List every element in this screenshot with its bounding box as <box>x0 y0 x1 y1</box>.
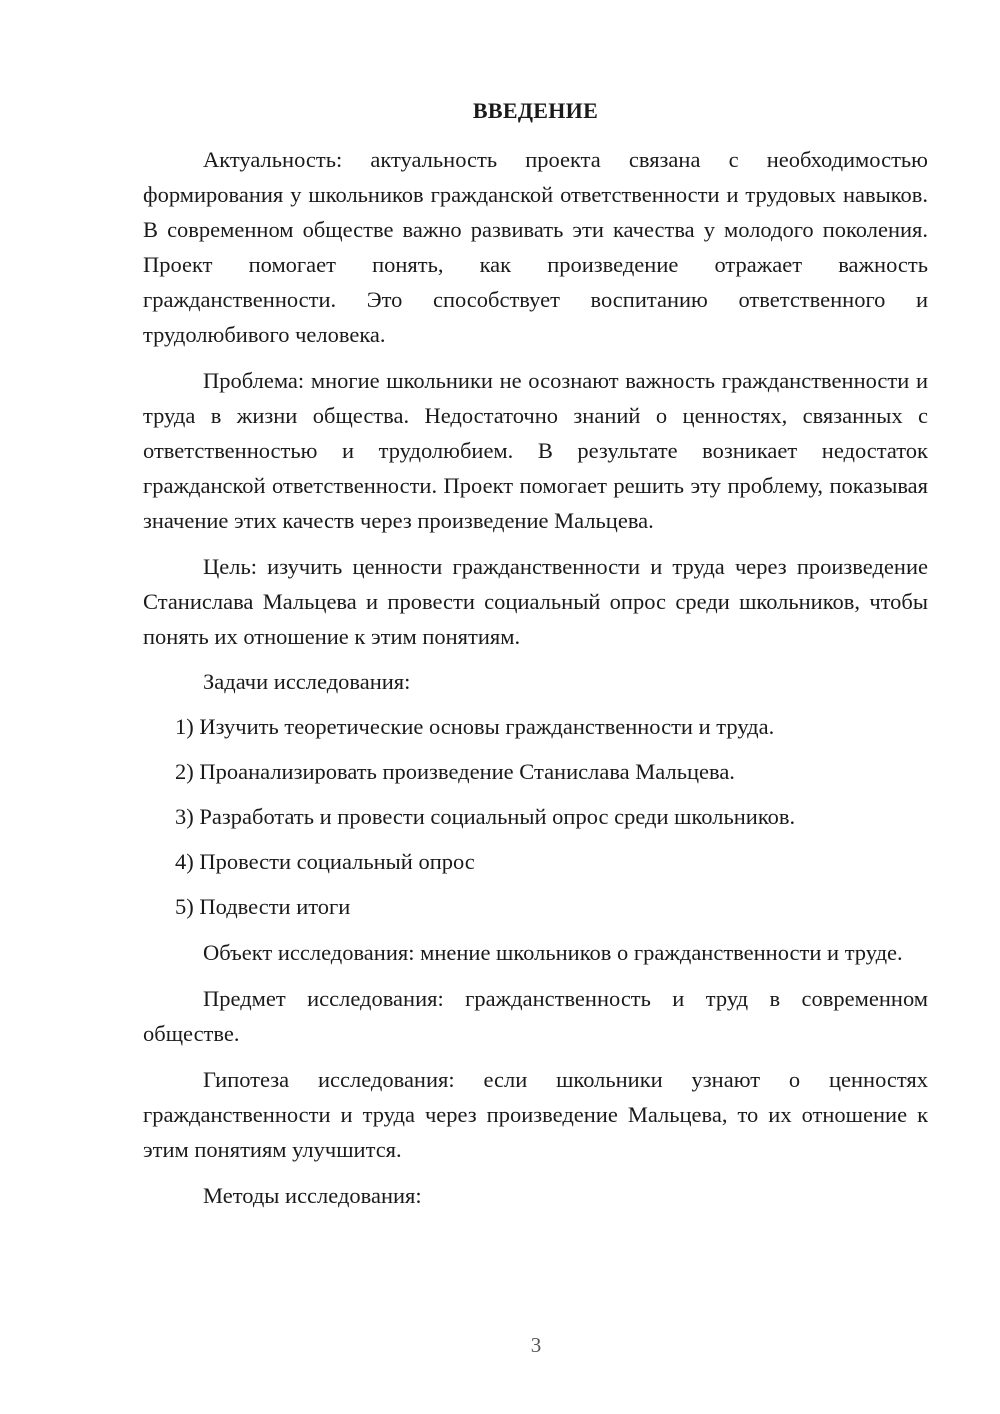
paragraph-relevance: Актуальность: актуальность проекта связана с необходимостью формирования у школьников гражданской ответственности и трудовых навыков. В современном обществе важно развивать эти качества у молодого поколения. Проект помогает понять, как произведение отражает важность гражданственности. Это способствует воспитанию ответственного и трудолюбивого человека. <box>143 147 928 347</box>
page-title: ВВЕДЕНИЕ <box>472 98 599 123</box>
task-item-4: 4) Провести социальный опрос <box>175 849 475 874</box>
task-item-5: 5) Подвести итоги <box>175 894 351 919</box>
paragraph-problem: Проблема: многие школьники не осознают важность гражданственности и труда в жизни общества. Недостаточно знаний о ценностях, связанных с ответственностью и трудолюбием. В результате возникает недостаток гражданской ответственности. Проект помогает решить эту проблему, показывая значение этих качеств через произведение Мальцева. <box>143 368 928 533</box>
page-number: 3 <box>530 1333 542 1357</box>
paragraph-tasks-heading: Задачи исследования: <box>203 669 411 694</box>
paragraph-hypothesis: Гипотеза исследования: если школьники узнают о ценностях гражданственности и труда через произведение Мальцева, то их отношение к этим понятиям улучшится. <box>143 1067 928 1162</box>
task-item-3: 3) Разработать и провести социальный опрос среди школьников. <box>175 804 796 829</box>
paragraph-subject: Предмет исследования: гражданственность и труд в современном обществе. <box>143 986 928 1046</box>
task-item-1: 1) Изучить теоретические основы гражданственности и труда. <box>175 714 775 739</box>
document-body <box>143 142 928 1213</box>
paragraph-goal: Цель: изучить ценности гражданственности и труда через произведение Станислава Мальцева и провести социальный опрос среди школьников, чтобы понять их отношение к этим понятиям. <box>143 554 928 649</box>
task-item-2: 2) Проанализировать произведение Станислава Мальцева. <box>175 759 735 784</box>
paragraph-object: Объект исследования: мнение школьников о гражданственности и труде. <box>203 940 903 965</box>
paragraph-methods: Методы исследования: <box>203 1183 422 1208</box>
